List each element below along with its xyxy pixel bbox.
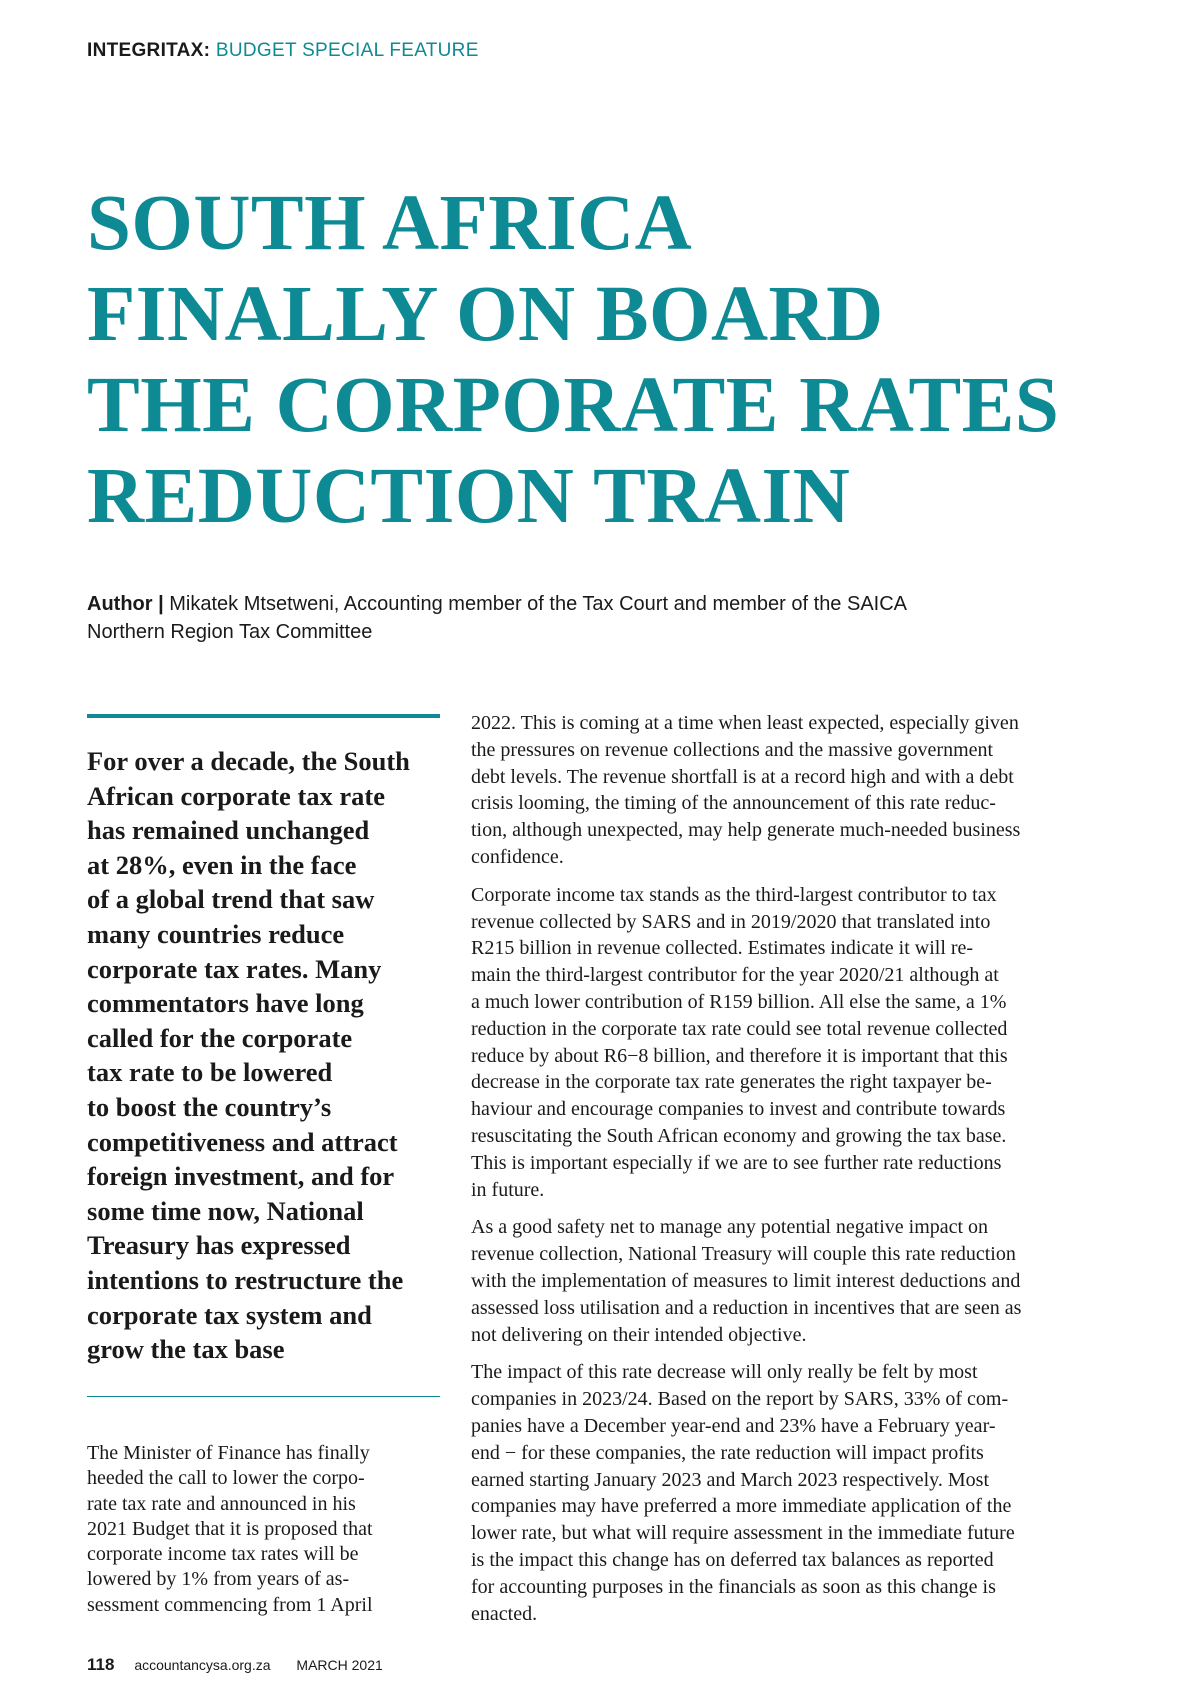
pullquote-top-rule	[87, 714, 440, 718]
intro-line: The Minister of Finance has finally	[87, 1442, 370, 1464]
body-line: panies have a December year-end and 23% have a February year-	[471, 1414, 996, 1437]
page-footer	[87, 1655, 383, 1675]
pullquote-line: has remained unchanged	[87, 815, 370, 846]
pullquote-line: called for the corporate	[87, 1022, 353, 1053]
body-paragraph	[471, 1359, 1131, 1627]
article-headline	[87, 178, 1177, 542]
pullquote-bottom-rule	[87, 1396, 440, 1397]
body-paragraph	[471, 1214, 1131, 1348]
pullquote-line: many countries reduce	[87, 918, 345, 949]
body-line: companies may have preferred a more immediate application of the	[471, 1495, 1012, 1518]
body-line: revenue collection, National Treasury will couple this rate reduction	[471, 1243, 1016, 1266]
body-line: resuscitating the South African economy and growing the tax base.	[471, 1124, 1007, 1147]
pullquote-line: tax rate to be lowered	[87, 1057, 333, 1088]
intro-line: heeded the call to lower the corpo-	[87, 1467, 365, 1490]
author-line: Northern Region Tax Committee	[87, 621, 373, 643]
pullquote	[87, 744, 447, 1367]
body-line: R215 billion in revenue collected. Estimates indicate it will re-	[471, 937, 974, 960]
body-column	[471, 710, 1131, 1638]
body-line: end − for these companies, the rate reduction will impact profits	[471, 1441, 984, 1464]
body-line: revenue collected by SARS and in 2019/2020 that translated into	[471, 910, 991, 933]
pullquote-line: foreign investment, and for	[87, 1161, 395, 1192]
body-line: the pressures on revenue collections and the massive government	[471, 738, 994, 761]
body-line: lower rate, but what will require assessment in the immediate future	[471, 1522, 1015, 1545]
author-label: Author |	[87, 593, 164, 615]
body-line: haviour and encourage companies to invest and contribute towards	[471, 1098, 1006, 1121]
body-line: The impact of this rate decrease will only really be felt by most	[471, 1361, 978, 1384]
intro-line: corporate income tax rates will be	[87, 1543, 359, 1566]
body-line: for accounting purposes in the financials as soon as this change is	[471, 1575, 996, 1598]
headline-line: FINALLY ON BOARD	[87, 271, 884, 358]
pullquote-line: competitiveness and attract	[87, 1126, 398, 1157]
publication-brand: INTEGRITAX:	[87, 40, 211, 61]
pullquote-line: grow the tax base	[87, 1334, 285, 1365]
author-line	[87, 590, 1087, 618]
page-number: 118	[87, 1655, 115, 1674]
body-line: with the implementation of measures to limit interest deductions and	[471, 1269, 1021, 1292]
body-line: main the third-largest contributor for the year 2020/21 although at	[471, 964, 999, 987]
intro-line: 2021 Budget that it is proposed that	[87, 1517, 373, 1540]
body-line: As a good safety net to manage any potential negative impact on	[471, 1216, 989, 1239]
body-line: enacted.	[471, 1602, 538, 1625]
body-line: 2022. This is coming at a time when least expected, especially given	[471, 712, 1019, 734]
headline-line: REDUCTION TRAIN	[87, 453, 851, 540]
section-kicker	[87, 40, 479, 62]
body-paragraph	[471, 710, 1131, 871]
pullquote-line: corporate tax rates. Many	[87, 953, 382, 984]
body-line: debt levels. The revenue shortfall is at a record high and with a debt	[471, 765, 1014, 788]
pullquote-line: some time now, National	[87, 1195, 364, 1226]
pullquote-line: Treasury has expressed	[87, 1230, 351, 1261]
intro-paragraph	[87, 1441, 447, 1618]
headline-line: SOUTH AFRICA	[87, 180, 693, 267]
pullquote-line: For over a decade, the South	[87, 746, 410, 776]
body-line: crisis looming, the timing of the announcement of this rate reduc-	[471, 792, 996, 815]
body-line: assessed loss utilisation and a reduction in incentives that are seen as	[471, 1296, 1022, 1319]
body-line: Corporate income tax stands as the third-largest contributor to tax	[471, 883, 997, 906]
body-line: This is important especially if we are to see further rate reductions	[471, 1151, 1002, 1174]
pullquote-line: at 28%, even in the face	[87, 849, 357, 880]
body-line: a much lower contribution of R159 billion. All else the same, a 1%	[471, 990, 1007, 1013]
body-line: not delivering on their intended objective.	[471, 1323, 807, 1346]
intro-line: lowered by 1% from years of as-	[87, 1568, 350, 1591]
pullquote-line: commentators have long	[87, 988, 364, 1019]
body-line: earned starting January 2023 and March 2023 respectively. Most	[471, 1468, 989, 1491]
issue-date: MARCH 2021	[296, 1657, 383, 1673]
pullquote-line: intentions to restructure the	[87, 1264, 404, 1295]
body-line: reduce by about R6−8 billion, and therefore it is important that this	[471, 1044, 1008, 1067]
pullquote-line: to boost the country’s	[87, 1091, 332, 1122]
author-text: Mikatek Mtsetweni, Accounting member of the Tax Court and member of the SAICA	[169, 593, 908, 615]
body-paragraph	[471, 882, 1131, 1204]
body-line: decrease in the corporate tax rate generates the right taxpayer be-	[471, 1071, 992, 1094]
intro-line: sessment commencing from 1 April	[87, 1593, 373, 1616]
author-byline	[87, 590, 1087, 646]
body-line: reduction in the corporate tax rate could see total revenue collected	[471, 1017, 1008, 1040]
section-name: BUDGET SPECIAL FEATURE	[215, 40, 479, 61]
headline-line: THE CORPORATE RATES	[87, 362, 1060, 449]
body-line: tion, although unexpected, may help generate much-needed business	[471, 819, 1021, 842]
website-link[interactable]: accountancysa.org.za	[134, 1657, 271, 1673]
intro-line: rate tax rate and announced in his	[87, 1492, 356, 1515]
body-line: in future.	[471, 1178, 545, 1201]
pullquote-line: of a global trend that saw	[87, 884, 375, 915]
pullquote-line: corporate tax system and	[87, 1299, 372, 1330]
body-line: confidence.	[471, 845, 564, 868]
body-line: is the impact this change has on deferred tax balances as reported	[471, 1548, 994, 1571]
pullquote-line: African corporate tax rate	[87, 780, 385, 811]
body-line: companies in 2023/24. Based on the report by SARS, 33% of com-	[471, 1388, 1009, 1411]
